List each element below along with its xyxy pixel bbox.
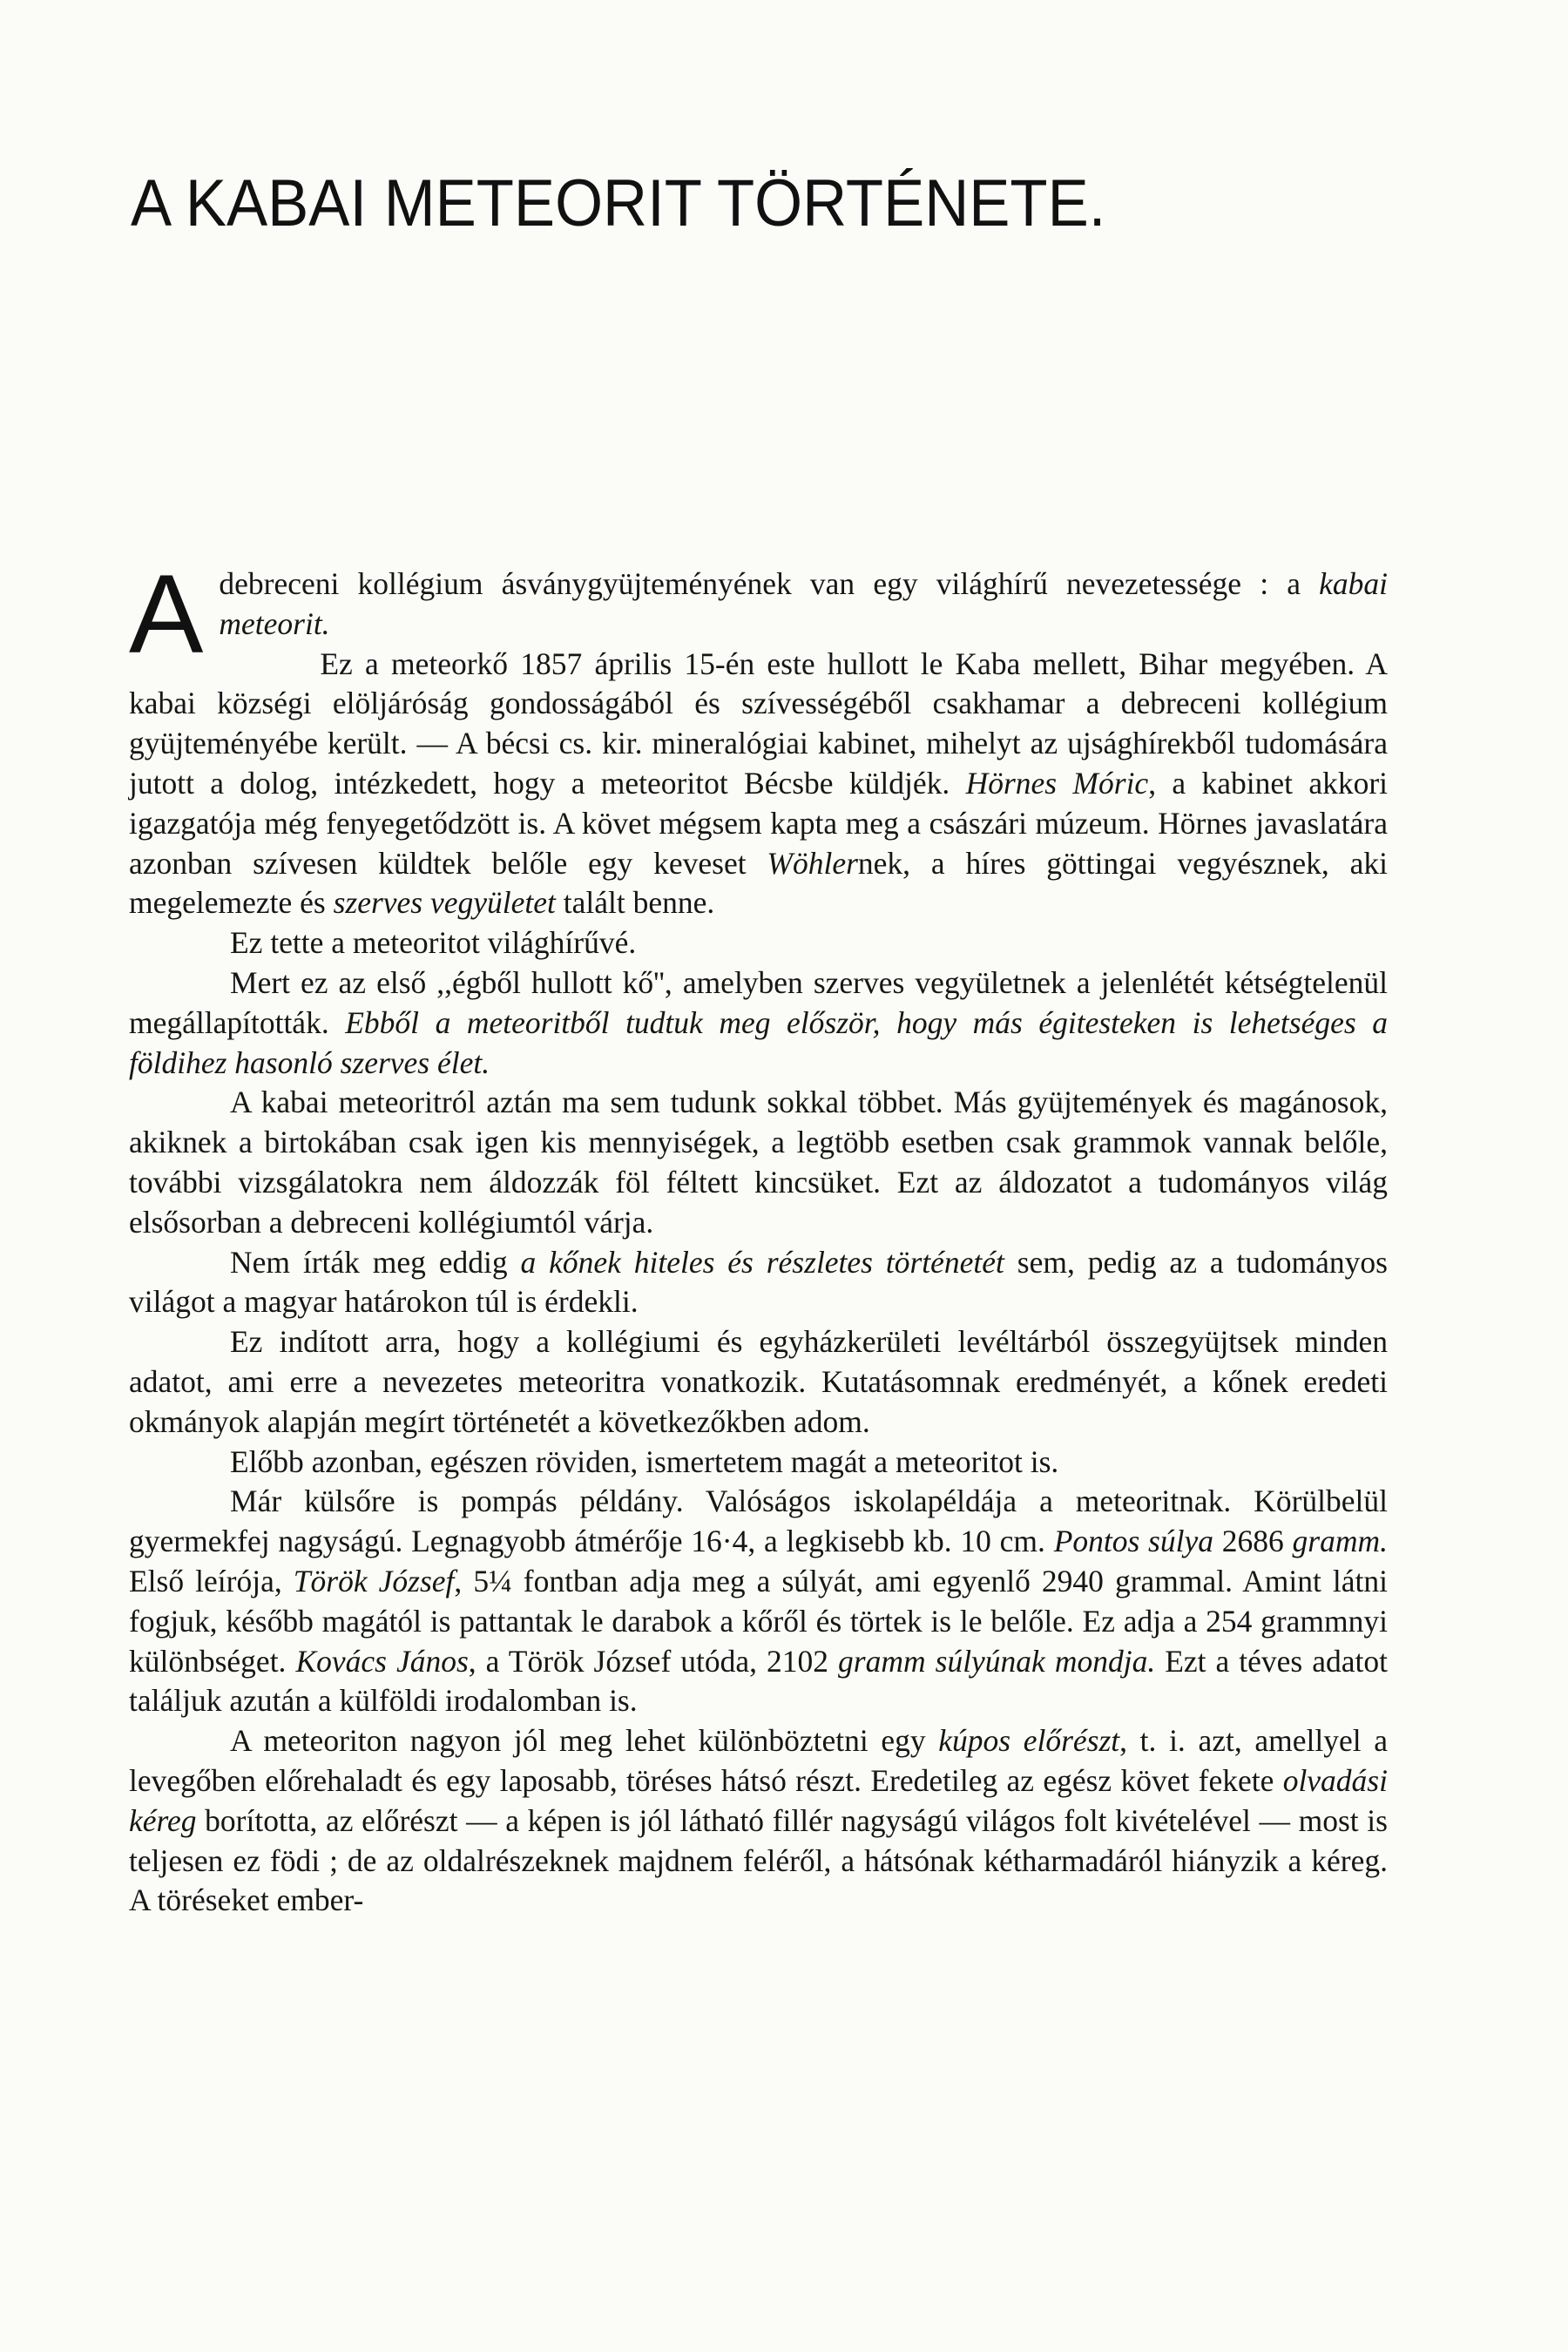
paragraph-4 (129, 963, 1388, 1083)
paragraph-7 (129, 1322, 1388, 1442)
paragraph-2 (129, 645, 1388, 924)
paragraph-10 (129, 1721, 1388, 1921)
article-body (129, 552, 1389, 1921)
italic-run: Török József (293, 1563, 455, 1598)
italic-run: gramm. (1292, 1524, 1388, 1559)
text-run: , a Török József utóda, 2102 (468, 1643, 839, 1679)
text-run: Ez tette a meteoritot világhírűvé. (230, 925, 637, 961)
text-run: Első leírója, (129, 1563, 294, 1598)
text-run: Ez indított arra, hogy a kollégiumi és egyházkerületi levéltárból összegyüjtsek minden adatot, ami erre a nevezetes meteoritra vonatkozik. Kutatásomnak eredményét, a kőnek eredeti okmányok alapján megírt történetét a következőkben adom. (129, 1324, 1388, 1439)
italic-run: Pontos súlya (1053, 1524, 1213, 1559)
italic-run: kúpos előrészt (938, 1723, 1120, 1759)
text-run: borította, az előrészt — a képen is jól látható fillér nagyságú világos folt kivételével — most is teljesen ez födi ; de az oldalrészeknek majdnem feléről, a hátsónak kétharmadáról hiányzik a kéreg. A töréseket ember- (129, 1802, 1388, 1918)
italic-run: gramm súlyúnak mondja. (838, 1643, 1156, 1679)
italic-run: Ebből a meteoritből tudtuk meg először, hogy más égitesteken is lehetséges a földihez hasonló szerves élet. (129, 1004, 1388, 1080)
italic-run: Wöhler (767, 845, 858, 881)
text-run: , t. i. azt, amellyel a levegőben előrehaladt és egy laposabb, töréses hátsó részt. Eredetileg az egész követ fekete (129, 1723, 1388, 1798)
text-run: nek, a híres göttingai vegyésznek, aki megelemezte és (129, 845, 1388, 921)
text-run: Ez a meteorkő 1857 április 15-én este hullott le Kaba mellett, Bihar megyében. A kabai községi elöljáróság gondosságából és szívességéből csakhamar a debreceni kollégium gyüjteményébe került. — A bécsi cs. kir. mineralógiai kabinet, mihelyt az ujsághírekből tudomására jutott a dolog, intézkedett, hogy a meteoritot Bécsbe küldjék. (129, 645, 1388, 801)
paragraph-8 (129, 1443, 1388, 1483)
paragraph-9 (129, 1482, 1388, 1721)
italic-run: a kőnek hiteles és részletes történetét (520, 1244, 1004, 1280)
drop-cap: A (129, 552, 204, 677)
text-run: 2686 (1213, 1524, 1293, 1559)
text-run: Már külsőre is pompás példány. Valóságos iskolapéldája a meteoritnak. Körülbelül gyermekfej nagyságú. Legnagyobb átmérője 16·4, a legkisebb kb. 10 cm. (129, 1484, 1388, 1559)
italic-run: szerves vegyületet (333, 885, 556, 921)
text-run: sem, pedig az a tudományos világot a magyar határokon túl is érdekli. (129, 1244, 1388, 1320)
text-run: talált benne. (555, 885, 715, 921)
text-run: A meteoriton nagyon jól meg lehet különböztetni egy (230, 1723, 939, 1759)
text-run: Nem írták meg eddig (230, 1244, 521, 1280)
italic-run: kabai meteorit. (219, 566, 1388, 641)
paragraph-5 (129, 1083, 1388, 1242)
paragraph-3 (129, 923, 1388, 963)
text-run: A kabai meteoritról aztán ma sem tudunk sokkal többet. Más gyüjtemények és magánosok, akiknek a birtokában csak igen kis mennyiségek, a legtöbb esetben csak grammok vannak belőle, további vizsgálatokra nem áldozzák föl féltett kincsüket. Ezt az áldozatot a tudományos világ elsősorban a debreceni kollégiumtól várja. (129, 1085, 1388, 1240)
text-run: Ezt a téves adatot találjuk azután a külföldi irodalomban is. (129, 1643, 1388, 1719)
text-run: Mert ez az első ,,égből hullott kő'', amelyben szerves vegyületnek a jelenlétét kétségtelenül megállapították. (129, 964, 1388, 1040)
article-title: A KABAI METEORIT TÖRTÉNETE. (131, 166, 1106, 240)
italic-run: Hörnes Móric (965, 765, 1149, 801)
text-run: , a kabinet akkori igazgatója még fenyegetődzött is. A követ mégsem kapta meg a császári múzeum. Hörnes javaslatára azonban szívesen küldtek belőle egy keveset (129, 765, 1389, 881)
text-run: debreceni kollégium ásványgyüjteményének van egy világhírű nevezetessége : a (219, 566, 1320, 601)
italic-run: Kovács János (295, 1643, 469, 1679)
paragraph-1 (129, 552, 1388, 677)
text-run: Előbb azonban, egészen röviden, ismertetem magát a meteoritot is. (230, 1443, 1059, 1479)
paragraph-6 (129, 1243, 1388, 1323)
italic-run: olvadási kéreg (129, 1762, 1388, 1838)
text-run: , 5¼ fontban adja meg a súlyát, ami egyenlő 2940 grammal. Amint látni fogjuk, később magától is pattantak le darabok a kőről és törtek is le belőle. Ez adja a 254 grammnyi különbséget. (129, 1563, 1388, 1679)
